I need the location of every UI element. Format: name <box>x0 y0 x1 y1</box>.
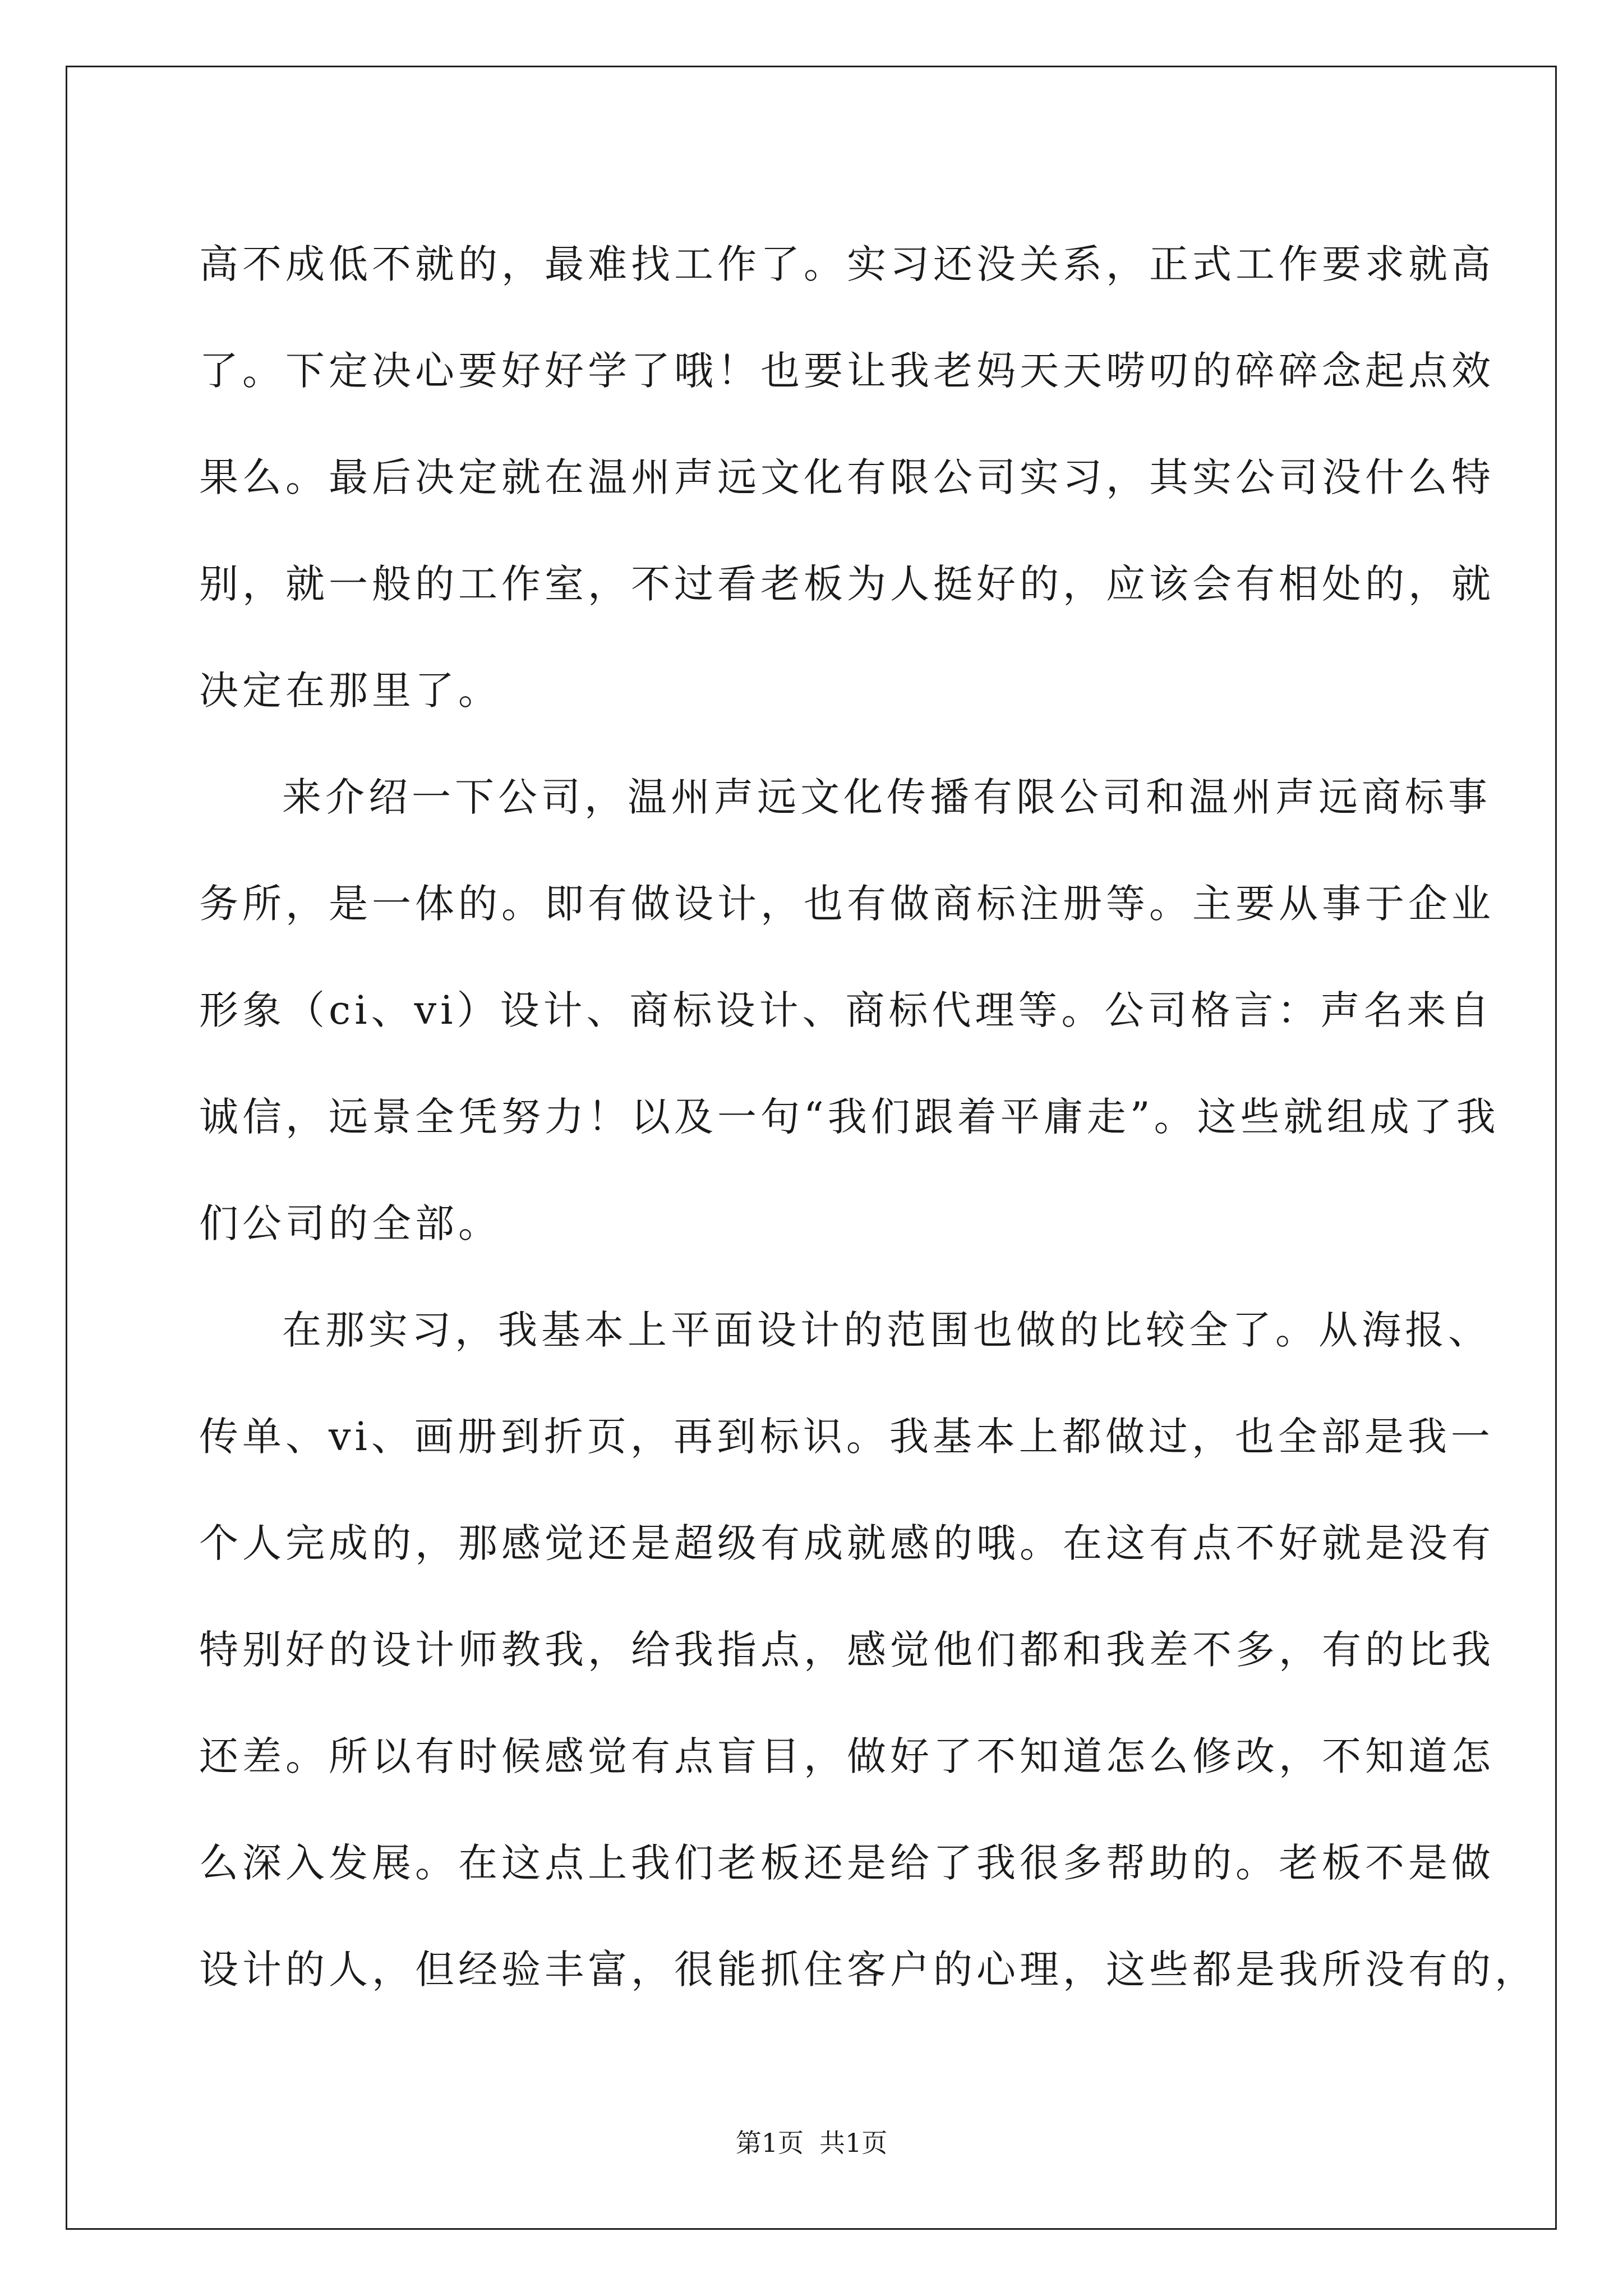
document-body <box>199 211 1538 2023</box>
paragraph-2-line-3: 形象（ci、vi）设计、商标设计、商标代理等。公司格言：声名来自 <box>199 987 1493 1033</box>
paragraph-2-line-2: 务所，是一体的。即有做设计，也有做商标注册等。主要从事于企业 <box>199 881 1495 927</box>
paragraph-1-line-2: 了。下定决心要好好学了哦！也要让我老妈天天唠叨的碎碎念起点效 <box>199 348 1495 394</box>
paragraph-3-line-7: 设计的人，但经验丰富，很能抓住客户的心理，这些都是我所没有的， <box>199 1947 1538 1993</box>
page-number-current: 第1页 <box>735 2128 804 2158</box>
paragraph-1-line-1: 高不成低不就的，最难找工作了。实习还没关系，正式工作要求就高 <box>199 241 1495 287</box>
paragraph-3-line-2: 传单、vi、画册到折页，再到标识。我基本上都做过，也全部是我一 <box>199 1414 1494 1460</box>
paragraph-1-line-5: 决定在那里了。 <box>199 668 501 714</box>
paragraph-1-line-3: 果么。最后决定就在温州声远文化有限公司实习，其实公司没什么特 <box>199 454 1495 500</box>
paragraph-3-line-3: 个人完成的，那感觉还是超级有成就感的哦。在这有点不好就是没有 <box>199 1520 1495 1566</box>
page-number-total: 共1页 <box>819 2128 888 2158</box>
paragraph-3-line-6: 么深入发展。在这点上我们老板还是给了我很多帮助的。老板不是做 <box>199 1840 1495 1886</box>
paragraph-2-line-1: 来介绍一下公司，温州声远文化传播有限公司和温州声远商标事 <box>282 774 1491 820</box>
paragraph-2-line-5: 们公司的全部。 <box>199 1200 501 1246</box>
paragraph-3-line-1: 在那实习，我基本上平面设计的范围也做的比较全了。从海报、 <box>282 1307 1491 1353</box>
paragraph-3-line-4: 特别好的设计师教我，给我指点，感觉他们都和我差不多，有的比我 <box>199 1627 1495 1673</box>
paragraph-3-line-5: 还差。所以有时候感觉有点盲目，做好了不知道怎么修改，不知道怎 <box>199 1733 1495 1779</box>
paragraph-1-line-4: 别，就一般的工作室，不过看老板为人挺好的，应该会有相处的，就 <box>199 561 1495 607</box>
page-footer <box>0 2126 1623 2160</box>
paragraph-2-line-4: 诚信，远景全凭努力！以及一句“我们跟着平庸走”。这些就组成了我 <box>199 1094 1500 1140</box>
